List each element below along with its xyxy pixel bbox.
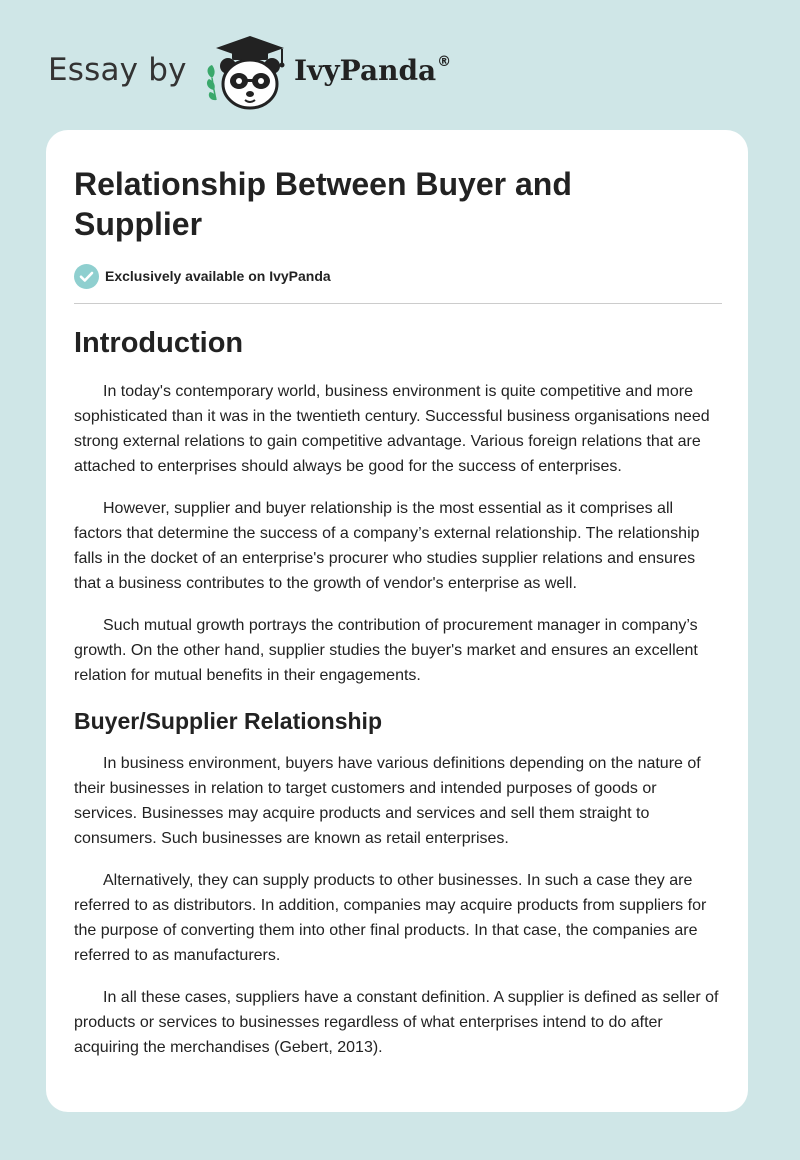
essay-card [46, 130, 748, 1112]
panda-logo-icon[interactable] [202, 34, 292, 112]
paragraph: Alternatively, they can supply products to other businesses. In such a case they are referred to as distributors. In addition, companies may acquire products from suppliers for the purpose of converting them into other final products. In that case, the companies are referred to as manufacturers. [74, 872, 707, 964]
paragraph: In all these cases, suppliers have a constant definition. A supplier is defined as seller of products or services to businesses regardless of what enterprises intend to do after acquiring the merchandises (Gebert, 2013). [74, 989, 719, 1056]
brand-name-text: IvyPanda [294, 54, 437, 87]
registered-mark: ® [437, 53, 452, 70]
check-icon [74, 264, 99, 289]
paragraph: However, supplier and buyer relationship is the most essential as it comprises all factors that determine the success of a company’s external relationship. The relationship falls in the docket of an enterprise's procurer who studies supplier relations and ensures that a business contributes to the growth of vendor's enterprise as well. [74, 500, 700, 592]
exclusive-label: Exclusively available on IvyPanda [105, 268, 331, 284]
essay-by-label: Essay by [48, 52, 187, 88]
essay-body [74, 318, 724, 1077]
section-heading-introduction: Introduction [74, 327, 244, 359]
exclusive-badge [74, 264, 331, 288]
paragraph: In today's contemporary world, business environment is quite competitive and more sophisticated than it was in the twentieth century. Successful business organisations need strong external relations to gain competitive advantage. Various foreign relations that are attached to enterprises should always be good for the success of enterprises. [74, 383, 710, 475]
paragraph: Such mutual growth portrays the contribution of procurement manager in company’s growth. On the other hand, supplier studies the buyer's market and ensures an excellent relation for mutual benefits in their engagements. [74, 617, 698, 684]
paragraph: In business environment, buyers have various definitions depending on the nature of their businesses in relation to target customers and intended purposes of goods or services. Businesses may acquire products and services and sell them straight to consumers. Such businesses are known as retail enterprises. [74, 755, 701, 847]
brand-name[interactable] [294, 54, 451, 87]
site-header [48, 30, 548, 110]
page-title: Relationship Between Buyer and Supplier [74, 166, 572, 242]
section-heading-buyer-supplier: Buyer/Supplier Relationship [74, 708, 382, 734]
divider [74, 303, 722, 304]
